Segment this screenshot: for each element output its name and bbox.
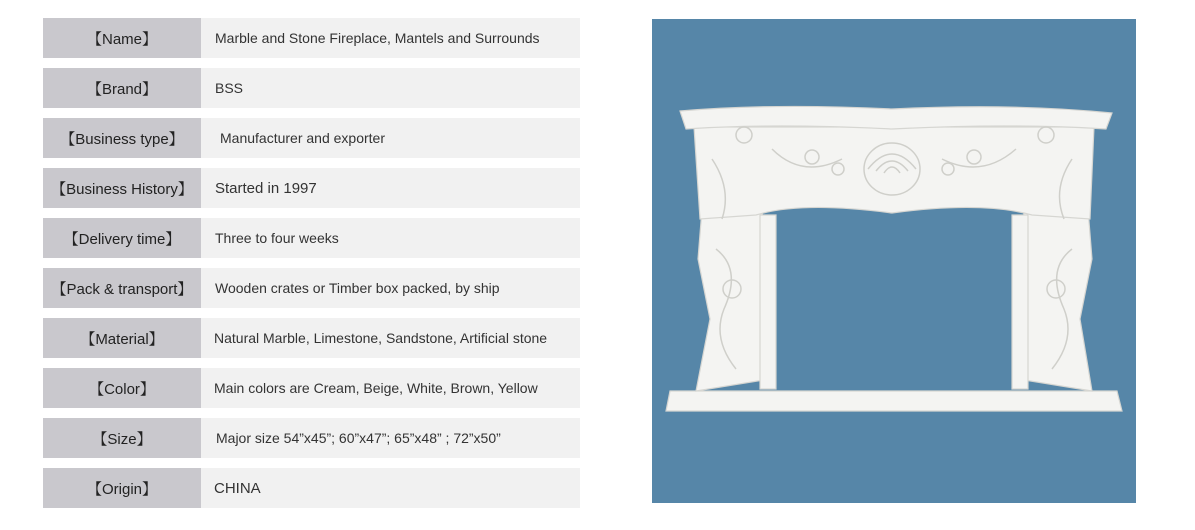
spec-label: 【Business History】 [43, 168, 201, 208]
spec-value: Started in 1997 [201, 168, 580, 208]
spec-row-origin [43, 468, 580, 508]
spec-row-name [43, 18, 580, 58]
spec-value: Natural Marble, Limestone, Sandstone, Artificial stone [201, 318, 580, 358]
spec-row-size [43, 418, 580, 458]
spec-value: CHINA [201, 468, 580, 508]
spec-value: BSS [201, 68, 580, 108]
spec-label: 【Size】 [43, 418, 201, 458]
spec-label: 【Color】 [43, 368, 201, 408]
spec-row-color [43, 368, 580, 408]
inner-frame-left [760, 215, 776, 389]
spec-value: Major size 54”x45”; 60”x47”; 65”x48” ; 72”x50” [201, 418, 580, 458]
hearth-slab [666, 391, 1122, 411]
spec-label: 【Material】 [43, 318, 201, 358]
spec-label: 【Pack & transport】 [43, 268, 201, 308]
spec-value: Main colors are Cream, Beige, White, Brown, Yellow [201, 368, 580, 408]
firebox-opening [778, 213, 1010, 387]
spec-label: 【Delivery time】 [43, 218, 201, 258]
spec-value: Manufacturer and exporter [201, 118, 580, 158]
spec-label: 【Origin】 [43, 468, 201, 508]
spec-label: 【Name】 [43, 18, 201, 58]
product-spec-table [43, 18, 580, 518]
frieze [694, 127, 1094, 219]
mantel-shelf [680, 106, 1112, 129]
spec-row-material [43, 318, 580, 358]
spec-value: Marble and Stone Fireplace, Mantels and Surrounds [201, 18, 580, 58]
fireplace-product-photo [652, 19, 1136, 503]
spec-row-business-history [43, 168, 580, 208]
right-leg [1018, 209, 1092, 391]
inner-frame-right [1012, 215, 1028, 389]
spec-row-delivery-time [43, 218, 580, 258]
spec-row-pack-transport [43, 268, 580, 308]
left-leg [696, 209, 770, 391]
spec-label: 【Brand】 [43, 68, 201, 108]
spec-value: Wooden crates or Timber box packed, by ship [201, 268, 580, 308]
spec-row-business-type [43, 118, 580, 158]
spec-label: 【Business type】 [43, 118, 201, 158]
spec-value: Three to four weeks [201, 218, 580, 258]
marble-fireplace-illustration [652, 19, 1136, 503]
spec-row-brand [43, 68, 580, 108]
